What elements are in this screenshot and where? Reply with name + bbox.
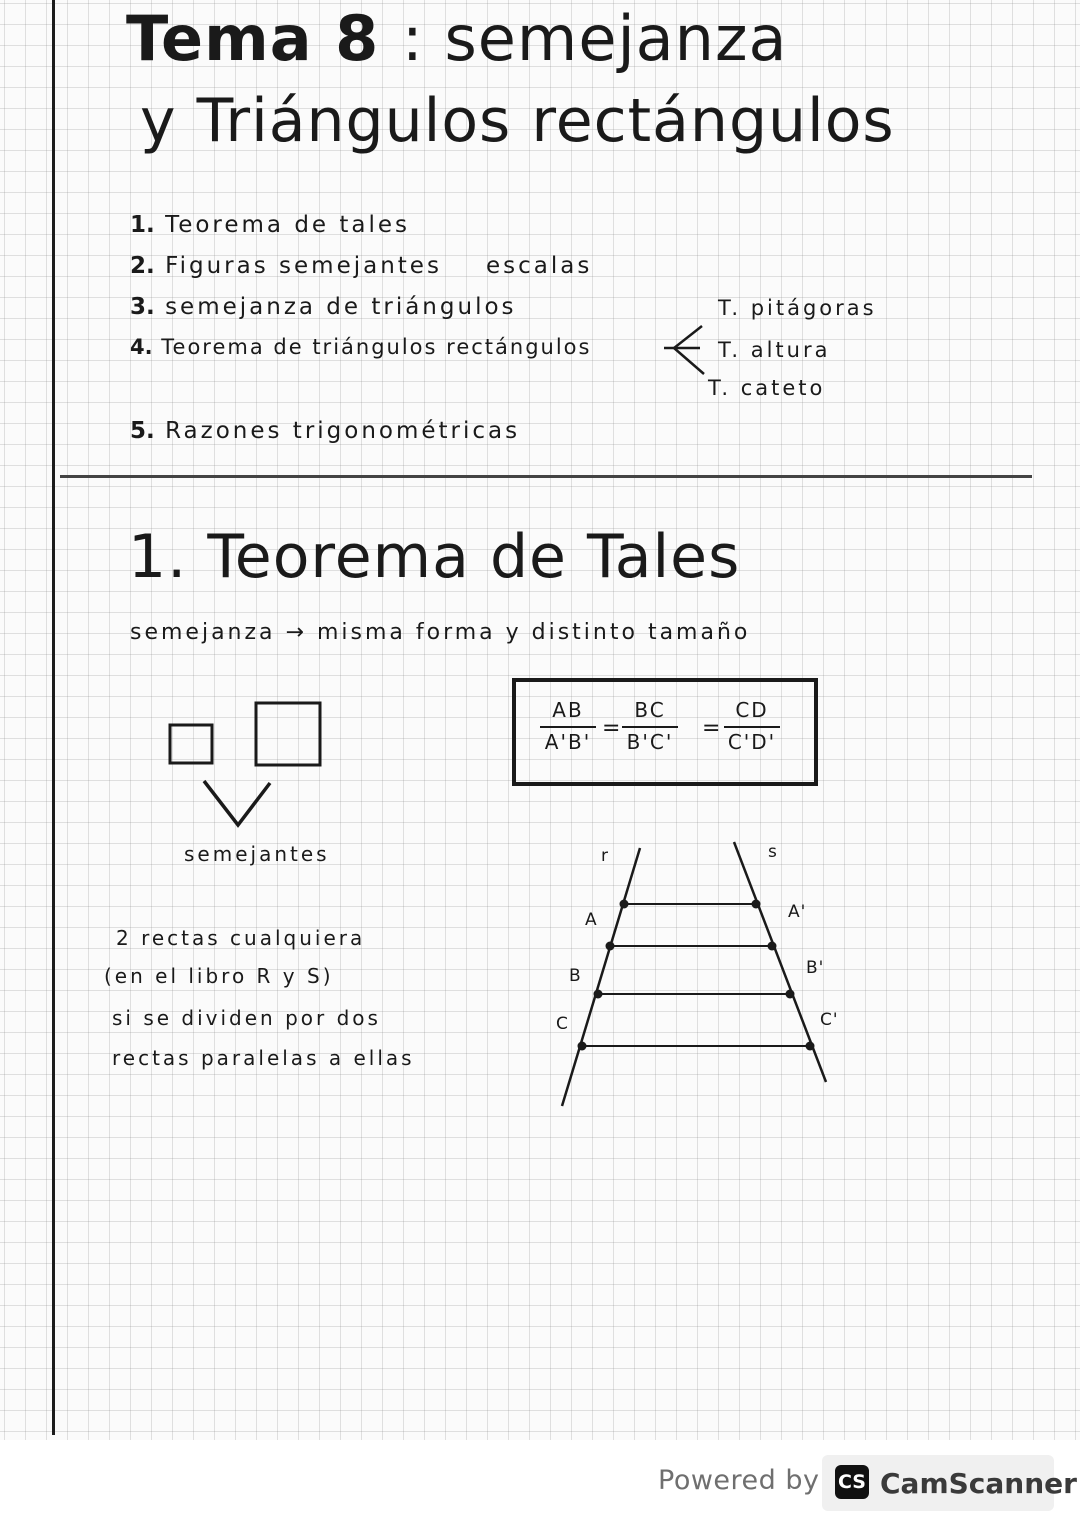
- toc-number: 1.: [130, 212, 155, 238]
- title-topic-name: : semejanza: [401, 2, 788, 75]
- subtopic-text: altura: [750, 338, 831, 362]
- squares-caption: semejantes: [184, 842, 330, 866]
- fraction-bar: [724, 726, 780, 728]
- note-line-2: (en el libro R y S): [104, 964, 334, 988]
- fraction-denominator: C'D': [727, 730, 777, 754]
- equals-sign: =: [702, 716, 721, 741]
- toc-item-1: [130, 212, 410, 238]
- point-b-prime: [768, 942, 777, 951]
- fraction-cd: [720, 698, 784, 756]
- camscanner-logo-icon: CS: [835, 1465, 869, 1499]
- fraction-denominator: B'C': [626, 730, 674, 754]
- point-d: [578, 1042, 587, 1051]
- label-b-prime: B': [806, 958, 825, 978]
- subtopic-3: [708, 376, 825, 400]
- toc-text: Teorema de triángulos rectángulos: [161, 335, 592, 359]
- toc-number: 2.: [130, 253, 155, 279]
- fraction-numerator: AB: [552, 698, 584, 722]
- toc-number: 3.: [130, 294, 155, 320]
- point-c: [594, 990, 603, 999]
- similar-squares-illustration: [160, 695, 340, 835]
- point-a: [620, 900, 629, 909]
- equals-sign: =: [602, 716, 621, 741]
- fraction-bar: [622, 726, 678, 728]
- subtopic-mark: T.: [718, 338, 742, 362]
- label-a-prime: A': [788, 902, 807, 922]
- page-title-line-2: y Triángulos rectángulos: [140, 86, 895, 156]
- subtopic-text: cateto: [740, 376, 826, 400]
- point-a-prime: [752, 900, 761, 909]
- subtopic-1: [718, 296, 877, 320]
- toc-side-note: escalas: [486, 253, 593, 279]
- v-arrow-icon: [204, 781, 270, 825]
- toc-number: 4.: [130, 335, 153, 359]
- toc-item-4: [130, 335, 591, 359]
- subtopic-mark: T.: [718, 296, 742, 320]
- point-c-prime: [786, 990, 795, 999]
- title-topic-number: Tema 8: [126, 2, 380, 75]
- fraction-ab: [536, 698, 600, 756]
- branch-arrow-icon: [660, 322, 710, 382]
- toc-item-2: [130, 253, 442, 279]
- label-s: s: [768, 842, 778, 862]
- fraction-bar: [540, 726, 596, 728]
- note-line-1: 2 rectas cualquiera: [116, 926, 366, 950]
- powered-by-text: Powered by: [658, 1465, 820, 1496]
- toc-text: Teorema de tales: [165, 212, 411, 238]
- toc-text: Figuras semejantes: [165, 253, 442, 279]
- note-line-3: si se dividen por dos: [112, 1006, 381, 1030]
- fraction-bc: [618, 698, 682, 756]
- proportion-box: [512, 678, 818, 786]
- subtopic-text: pitágoras: [750, 296, 877, 320]
- margin-line: [52, 0, 55, 1435]
- section-title: 1. Teorema de Tales: [128, 522, 741, 592]
- label-a: A: [585, 910, 598, 930]
- subtopic-2: [718, 338, 830, 362]
- point-b: [606, 942, 615, 951]
- toc-text: Razones trigonométricas: [165, 418, 521, 444]
- note-line-4: rectas paralelas a ellas: [112, 1046, 415, 1070]
- camscanner-brand: CamScanner: [880, 1467, 1077, 1500]
- subtopic-mark: T.: [708, 376, 732, 400]
- page-title-line-1: [126, 2, 788, 75]
- fraction-numerator: BC: [634, 698, 666, 722]
- label-c-prime: C': [820, 1010, 839, 1030]
- large-square: [256, 703, 320, 765]
- label-b: B: [569, 966, 582, 986]
- label-r: r: [601, 846, 609, 866]
- fraction-denominator: A'B': [544, 730, 592, 754]
- section-divider: [60, 475, 1032, 478]
- toc-number: 5.: [130, 418, 155, 444]
- small-square: [170, 725, 212, 763]
- toc-item-5: [130, 418, 520, 444]
- toc-text: semejanza de triángulos: [165, 294, 517, 320]
- point-d-prime: [806, 1042, 815, 1051]
- toc-item-3: [130, 294, 517, 320]
- definition-line: semejanza → misma forma y distinto tamaño: [130, 620, 751, 645]
- label-c: C: [556, 1014, 569, 1034]
- fraction-numerator: CD: [735, 698, 769, 722]
